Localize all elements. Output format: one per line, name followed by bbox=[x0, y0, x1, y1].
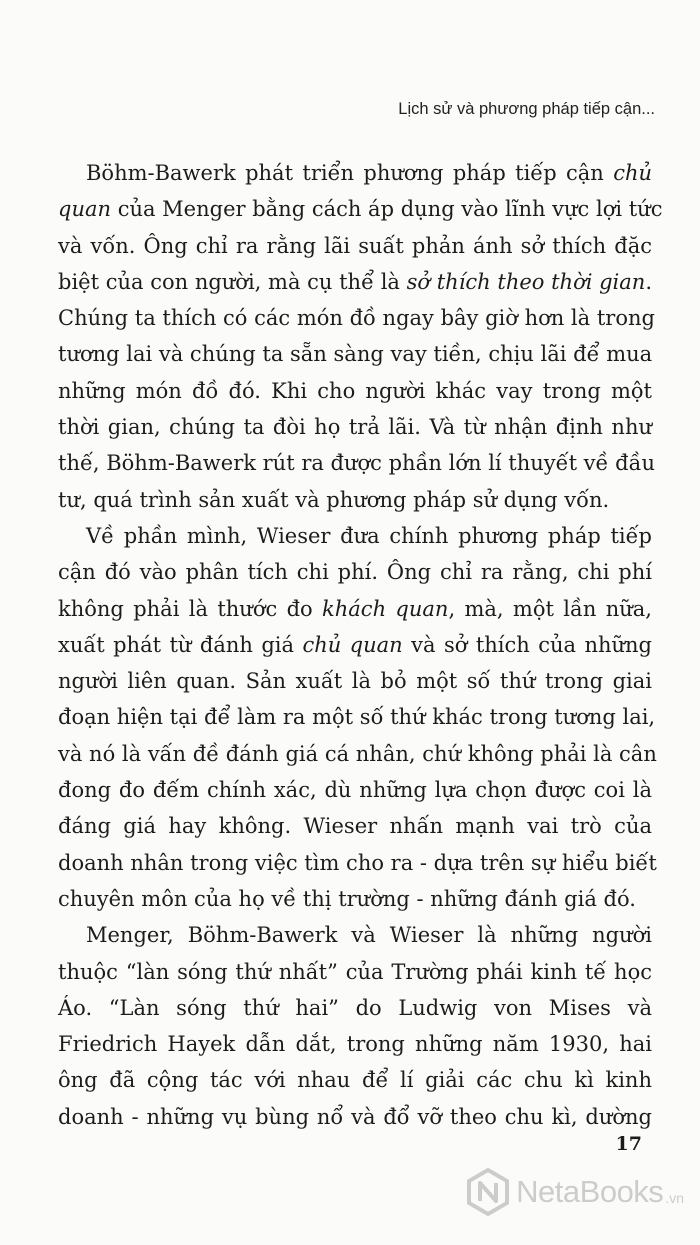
text-span: ông đã cộng tác với nhau để lí giải các chu kì kinh bbox=[58, 1068, 652, 1093]
text-line bbox=[58, 155, 652, 191]
text-span: đong đo đếm chính xác, dù những lựa chọn được coi là bbox=[58, 778, 652, 803]
text-span: tương lai và chúng ta sẵn sàng vay tiền, chịu lãi để mua bbox=[58, 342, 653, 367]
text-line bbox=[58, 845, 657, 881]
text-span: và sở thích của những bbox=[402, 632, 652, 657]
text-span: thuộc “làn sóng thứ nhất” của Trường phái kinh tế học bbox=[58, 959, 652, 984]
text-line bbox=[58, 554, 652, 590]
text-line bbox=[58, 808, 652, 844]
text-line bbox=[58, 1062, 652, 1098]
text-span: Menger, Böhm-Bawerk và Wieser là những người bbox=[86, 923, 652, 948]
text-span: Áo. “Làn sóng thứ hai” do Ludwig von Mises và bbox=[58, 995, 652, 1020]
text-span: chuyên môn của họ về thị trường - những đánh giá đó. bbox=[58, 886, 636, 911]
watermark bbox=[466, 1168, 684, 1216]
text-span: của Menger bằng cách áp dụng vào lĩnh vực lợi tức bbox=[111, 197, 663, 222]
paragraph bbox=[58, 155, 663, 518]
text-span: Về phần mình, Wieser đưa chính phương pháp tiếp bbox=[86, 523, 652, 548]
text-span: và vốn. Ông chỉ ra rằng lãi suất phản ánh sở thích đặc bbox=[58, 233, 652, 258]
running-header: Lịch sử và phương pháp tiếp cận... bbox=[398, 100, 655, 118]
text-span: doanh nhân trong việc tìm cho ra - dựa trên sự hiểu biết bbox=[58, 850, 657, 875]
text-line bbox=[58, 191, 663, 227]
text-span: thời gian, chúng ta đòi họ trả lãi. Và từ nhận định như bbox=[58, 415, 652, 440]
text-line bbox=[58, 409, 652, 445]
text-span: đoạn hiện tại để làm ra một số thứ khác trong tương lai, bbox=[58, 705, 656, 730]
text-span: xuất phát từ đánh giá bbox=[58, 632, 303, 657]
text-line bbox=[58, 1026, 652, 1062]
text-line bbox=[58, 1099, 652, 1135]
text-span: Chúng ta thích có các món đồ ngay bây giờ hơn là trong bbox=[58, 306, 655, 331]
italic-span: chủ bbox=[613, 161, 652, 185]
watermark-brand: NetaBooks bbox=[516, 1174, 664, 1209]
italic-span: sở thích theo thời gian bbox=[406, 269, 646, 294]
text-span: Böhm-Bawerk phát triển phương pháp tiếp cận bbox=[86, 161, 614, 185]
text-line bbox=[58, 954, 652, 990]
italic-span: chủ quan bbox=[302, 632, 403, 657]
text-span: thế, Böhm-Bawerk rút ra được phần lớn lí thuyết về đầu bbox=[58, 451, 655, 476]
text-span: người liên quan. Sản xuất là bỏ một số thứ trong giai bbox=[58, 669, 652, 694]
watermark-domain: .vn bbox=[665, 1190, 684, 1206]
italic-span: quan bbox=[58, 197, 112, 222]
text-line bbox=[58, 699, 656, 735]
text-span: , mà, một lần nữa, bbox=[448, 596, 652, 621]
paragraph bbox=[58, 917, 652, 1135]
text-span: không phải là thước đo bbox=[58, 596, 323, 621]
text-line bbox=[58, 663, 652, 699]
text-span: tư, quá trình sản xuất và phương pháp sử dụng vốn. bbox=[58, 487, 610, 512]
text-span: Friedrich Hayek dẫn dắt, trong những năm 1930, hai bbox=[58, 1032, 652, 1057]
text-line bbox=[58, 736, 657, 772]
text-span: đáng giá hay không. Wieser nhấn mạnh vai trò của bbox=[58, 814, 652, 839]
text-line bbox=[58, 228, 652, 264]
text-span: những món đồ đó. Khi cho người khác vay trong một bbox=[58, 378, 652, 403]
body-text bbox=[58, 155, 663, 1135]
text-line bbox=[58, 917, 652, 953]
text-span: doanh - những vụ bùng nổ và đổ vỡ theo chu kì, dường bbox=[58, 1104, 652, 1129]
text-line bbox=[58, 264, 652, 300]
italic-span: khách quan bbox=[322, 596, 449, 621]
text-span: và nó là vấn đề đánh giá cá nhân, chứ không phải là cân bbox=[58, 741, 657, 766]
text-line bbox=[58, 300, 655, 336]
text-span: . bbox=[645, 269, 653, 294]
text-line bbox=[58, 482, 652, 518]
text-line bbox=[58, 772, 652, 808]
n-hexagon-logo-icon bbox=[466, 1168, 510, 1216]
text-line bbox=[58, 518, 652, 554]
text-span: cận đó vào phân tích chi phí. Ông chỉ ra rằng, chi phí bbox=[58, 560, 652, 585]
text-line bbox=[58, 627, 652, 663]
paragraph bbox=[58, 518, 657, 917]
text-line bbox=[58, 445, 655, 481]
text-span: biệt của con người, mà cụ thể là bbox=[58, 269, 407, 294]
text-line bbox=[58, 336, 652, 372]
text-line bbox=[58, 990, 652, 1026]
text-line bbox=[58, 881, 652, 917]
page-number: 17 bbox=[615, 1133, 642, 1155]
text-line bbox=[58, 373, 652, 409]
text-line bbox=[58, 591, 652, 627]
